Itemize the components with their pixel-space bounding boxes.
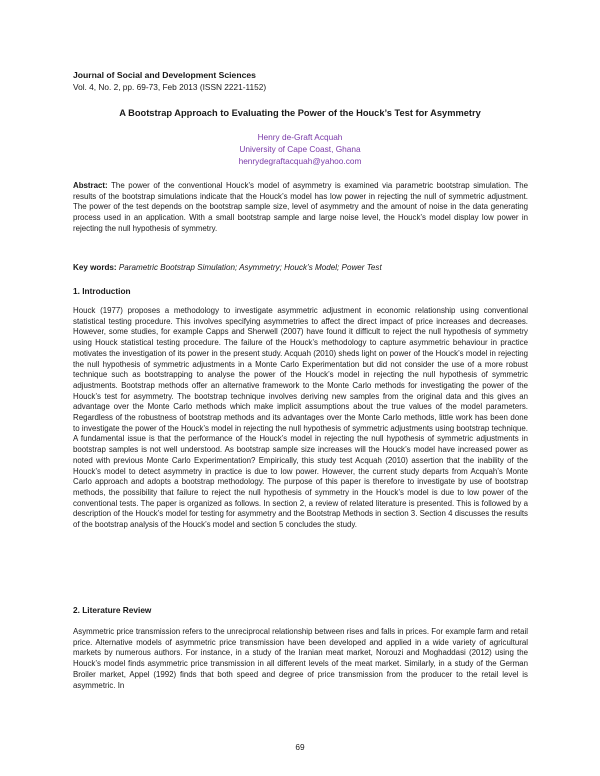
keywords-label: Key words: [73, 263, 117, 272]
abstract [73, 181, 528, 235]
author-affiliation: University of Cape Coast, Ghana [239, 144, 361, 154]
journal-name: Journal of Social and Development Sciences [73, 70, 256, 80]
page-number: 69 [295, 742, 305, 752]
abstract-label: Abstract: [73, 181, 108, 190]
journal-issue: Vol. 4, No. 2, pp. 69-73, Feb 2013 (ISSN 2221-1152) [73, 82, 267, 92]
author-email[interactable]: henrydegraftacquah@yahoo.com [238, 156, 362, 166]
section-heading-literature-review: 2. Literature Review [73, 605, 152, 615]
paper-title: A Bootstrap Approach to Evaluating the Power of the Houck’s Test for Asymmetry [119, 108, 481, 118]
author-name: Henry de-Graft Acquah [257, 132, 343, 142]
author-block [73, 131, 527, 167]
abstract-text: The power of the conventional Houck’s model of asymmetry is examined via parametric bootstrap simulation. The results of the bootstrap simulations indicate that the Houck’s model has low power in rejecting the null of symmetric adjustment. The power of the test depends on the bootstrap sample size, level of asymmetry and the amount of noise in the data generating process used in an application. With a small bootstrap sample and large noise level, the Houck’s model display low power in rejecting the null hypothesis of symmetry. [73, 181, 528, 233]
keywords-text: Parametric Bootstrap Simulation; Asymmetry; Houck’s Model; Power Test [118, 263, 382, 272]
keywords [73, 263, 382, 272]
section-heading-introduction: 1. Introduction [73, 286, 131, 296]
section-text-literature-review: Asymmetric price transmission refers to the unreciprocal relationship between rises and falls in prices. For example farm and retail price. Alternative models of asymmetric price transmission have been developed and applied in a wide variety of agricultural markets by numerous authors. For instance, in a study of the Iranian meat market, Norouzi and Moghaddasi (2012) using the Houck’s model finds asymmetric price transmission in all different levels of the meat market. Similarly, in a study of the German Broiler market, Appel (1992) finds that both speed and degree of price transmission from the producer to the retail level is asymmetric. In [73, 627, 528, 690]
section-text-introduction: Houck (1977) proposes a methodology to investigate asymmetric adjustment in economic relationship using conventional statistical testing procedure. This involves specifying asymmetries to affect the direct impact of price increases and decreases. However, some studies, for example Capps and Sherwell (2007) have found it difficult to reject the null hypothesis of symmetry using Houck statistical testing procedure. The failure of the Houck’s methodology to capture asymmetric behaviour in practice motivates the investigation of its power in the present study. Acquah (2010) sheds light on power of the Houck’s model in rejecting the null hypothesis of symmetric adjustments in a Monte Carlo Experimentation but did not consider the use of a more robust technique such as bootstrapping to analyse the power of the Houck’s model in rejecting the null hypothesis of symmetric adjustments. Bootstrap methods offer an alternative framework to the Monte Carlo methods for investigating the power of the Houck’s test for asymmetry. The bootstrap technique involves deriving new samples from the original data and this gives an advantage over the Monte Carlo methods which make implicit assumptions about the true values of the model parameters. Regardless of the robustness of bootstrap methods and its advantages over the Monte Carlo methods, little work has been done to investigate the power of the Houck’s model in rejecting the null hypothesis of symmetric adjustments using bootstrap technique. A fundamental issue is that the performance of the Houck’s model in rejecting the null hypothesis of symmetric adjustments in bootstrap samples is not well understood. As bootstrap sample size increases will the Houck’s model have increased power as noted with previous Monte Carlo Experimentation? Empirically, this study test Acquah (2010) assertion that the inability of the Houck’s model to detect asymmetry in practice is due to low power. However, the current study departs from Acquah’s Monte Carlo approach and adopts a bootstrap methodology. The purpose of this paper is therefore to investigate by use of bootstrap methods, the possibility that failure to reject the null hypothesis of symmetry in the Houck’s model is due to low power of the conventional tests. The paper is organized as follows. In section 2, a review of related literature is presented. This is followed by a description of the Houck’s model for testing for asymmetry and the Bootstrap Methods in section 3. Section 4 discusses the results of the bootstrap analysis of the Houck’s model and section 5 concludes the study. [73, 306, 528, 530]
